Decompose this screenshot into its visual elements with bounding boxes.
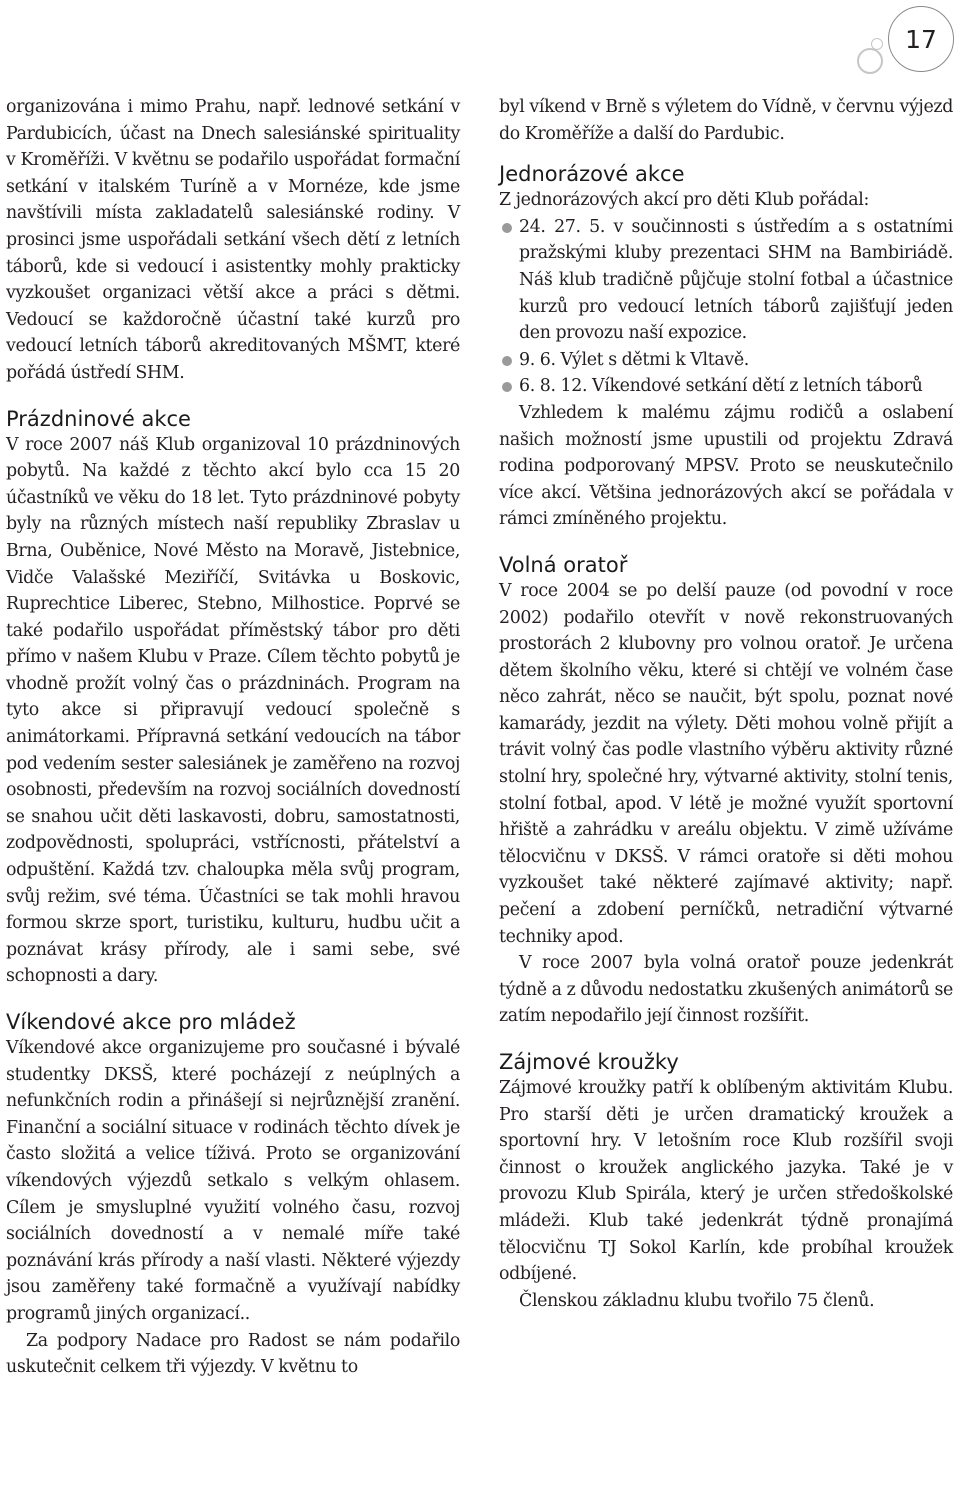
bullet-icon [502, 356, 512, 366]
list-item-text: 9. 6. Výlet s dětmi k Vltavě. [519, 349, 749, 370]
list-item-text: 24. 27. 5. v součinnosti s ústředím a s ostatními pražskými kluby prezentaci SHM na Bambiriádě. Náš klub tradičně půjčuje stolní fotbal a účastnice kurzů pro vedoucí letních táborů zajišťují jeden den provozu naší expozice. [519, 216, 953, 344]
vikendove-paragraph-2: Za podpory Nadace pro Radost se nám podařilo uskutečnit celkem tři výjezdy. V květnu to [6, 1330, 460, 1378]
zajmove-paragraph: Zájmové kroužky patří k oblíbeným aktivitám Klubu. Pro starší děti je určen dramatický kroužek a sportovní hry. V letošním roce Klub rozšířil svoji činnost o kroužek anglického jazyka. Také je v provozu Klub Spirála, který je určen středoškolské mládeži. Klub také jedenkrát týdně pronajímá tělocvičnu TJ Sokol Karlín, kde probíhal kroužek odbíjené. [499, 1078, 953, 1285]
heading-vikendove-akce: Víkendové akce pro mládež [6, 1010, 296, 1034]
bullet-icon [502, 382, 512, 392]
zajmove-paragraph-2: Členskou základnu klubu tvořilo 75 členů. [519, 1290, 875, 1311]
right-column [499, 94, 953, 1314]
events-list [499, 214, 953, 400]
decorative-ring-small [871, 38, 883, 50]
volna-paragraph: V roce 2004 se po delší pauze (od povodní v roce 2002) podařilo otevřít v nově rekonstruovaných prostorách 2 klubovny pro volnou oratoř. Je určena dětem školního věku, které si chtějí ve volném čase něco zahrát, něco se naučit, být spolu, poznat nové kamarády, jezdit na výlety. Děti mohou volně přijít a trávit volný čas podle vlastního výběru aktivity různé stolní hry, společné hry, výtvarné aktivity, stolní tenis, stolní fotbal, apod. V létě je možné využít sportovní hřiště a zahrádku v areálu objektu. V zimě užíváme tělocvičnu v DKSŠ. V rámci oratoře si děti mohou vyzkoušet také některé zajímavé aktivity; např. pečení a zdobení perníčků, netradiční výtvarné techniky apod. [499, 580, 953, 947]
heading-zajmove-krouzky: Zájmové kroužky [499, 1050, 679, 1074]
jednorazove-paragraph: Vzhledem k malému zájmu rodičů a oslabení našich možností jsme upustili od projektu Zdravá rodina podporovaný MPSV. Proto se neuskutečnilo více akcí. Většina jednorázových akcí se pořádala v rámci zmíněného projektu. [499, 402, 953, 530]
volna-paragraph-2: V roce 2007 byla volná oratoř pouze jedenkrát týdně a z důvodu nedostatku zkušených animátorů se zatím nepodařilo její činnost rozšířit. [499, 953, 953, 1027]
jednorazove-intro: Z jednorázových akcí pro děti Klub pořádal: [499, 190, 869, 211]
continuation-paragraph: byl víkend v Brně s výletem do Vídně, v červnu výjezd do Kroměříže a další do Pardubic. [499, 97, 953, 144]
vikendove-paragraph: Víkendové akce organizujeme pro současné i bývalé studentky DKSŠ, které pocházejí z neúplných a nefunkčních rodin a přinášejí si nejrůznější zranění. Finanční a sociální situace v rodinách těchto dívek je často složitá a velice tíživá. Proto se organizování víkendových výjezdů setkalo s velkým ohlasem. Cílem je smysluplné využití volného času, rozvoj sociálních dovedností a v nemalé míře také poznávání krás přírody a naší vlasti. Některé výjezdy jsou zaměřeny také formačně a využívají nabídky programů jiných organizací.. [6, 1038, 460, 1324]
decorative-ring-large [857, 48, 883, 74]
list-item-text: 6. 8. 12. Víkendové setkání dětí z letních táborů [519, 376, 923, 397]
bullet-icon [502, 223, 512, 233]
prazdninove-paragraph: V roce 2007 náš Klub organizoval 10 prázdninových pobytů. Na každé z těchto akcí bylo cca 15 20 účastníků ve věku do 18 let. Tyto prázdninové pobyty byly na různých místech naší republiky Zbraslav u Brna, Ouběnice, Nové Město na Moravě, Jistebnice, Vidče Valašské Meziříčí, Svitávka u Boskovic, Ruprechtice Liberec, Stebno, Milhostice. Poprvé se také podařilo uspořádat příměstský tábor pro děti přímo v našem Klubu v Praze. Cílem těchto pobytů je vhodně prožít volný čas o prázdninách. Program na tyto akce si připravují vedoucí společně s animátorkami. Přípravná setkání vedoucích na tábor pod vedením sester salesiánek je zaměřeno na rozvoj osobnosti, především na rozvoj sociálních dovedností se snahou učit děti laskavosti, dobru, samostatnosti, zodpovědnosti, spolupráci, vstřícnosti, přátelství a odpuštění. Každá tzv. chaloupka měla svůj program, svůj režim, své téma. Účastníci se tak mohli hravou formou skrze sport, turistiku, kulturu, hudbu učit a poznávat krásy přírody, ale i sami sebe, své schopnosti a dary. [6, 434, 460, 987]
heading-jednorazove-akce: Jednorázové akce [499, 162, 685, 187]
heading-prazdninove-akce: Prázdninové akce [6, 406, 191, 431]
list-item [499, 373, 953, 400]
intro-paragraph: organizována i mimo Prahu, např. lednové setkání v Pardubicích, účast na Dnech salesiánské spirituality v Kroměříži. V květnu se podařilo uspořádat formační setkání v italském Turíně a v Mornéze, kde jsme navštívili místa zakladatelů salesiánské rodiny. V prosinci jsme uspořádali setkání všech dětí z letních táborů, kde si vedoucí i asistentky mohly prakticky vyzkoušet organizaci větší akce a práci s dětmi. Vedoucí se každoročně účastní také kurzů pro vedoucí letních táborů akreditovaných MŠMT, které pořádá ústředí SHM. [6, 97, 460, 383]
list-item [499, 214, 953, 347]
list-item [499, 347, 953, 374]
heading-volna-orator: Volná oratoř [499, 552, 628, 577]
page-number: 17 [888, 6, 954, 72]
left-column [6, 94, 460, 1381]
